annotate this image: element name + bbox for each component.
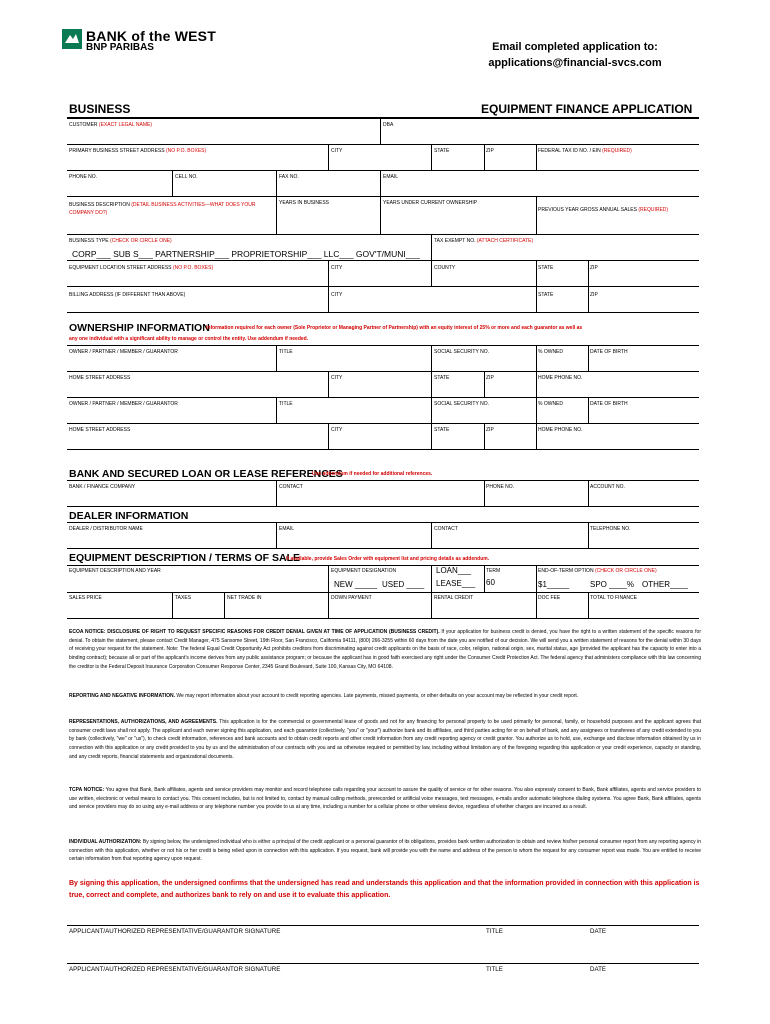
owner-title-label-2: TITLE [279, 401, 293, 407]
consent-statement: By signing this application, the undersigned confirms that the undersigned has read and understands this application and that the information provided in connection with this application is true, correct and complete, and authorizes bank to rely on and use it to evaluate this application. [69, 880, 700, 899]
owner-zip-label-2: ZIP [486, 427, 494, 433]
dealer-phone-label: TELEPHONE NO. [590, 526, 631, 532]
ssn-label-2: SOCIAL SECURITY NO. [434, 401, 490, 407]
signature-field-2[interactable] [67, 943, 467, 963]
years-business-label: YEARS IN BUSINESS [279, 200, 330, 206]
ecoa-notice: ECOA NOTICE: DISCLOSURE OF RIGHT TO REQUEST SPECIFIC REASONS FOR CREDIT DENIAL GIVEN AT TIME OF APPLICATION (BUSINESS CREDIT). If your application for business credit is denied, you have the right to a written statement of the specific reasons for denial. To obtain the statement, please contact Credit Manager, 475 Sansome Street, 19th Floor, San Francisco, California 94111, (800) 266-3255 within 60 days from the date you are notified of our decision. We will send you a written statement of reasons for the denial within 30 days of receiving your request for the statement. Note: The federal Equal Credit Opportunity Act prohibits creditors from discriminating against credit applicants on the basis of race, color, religion, national origin, sex, marital status, age (provided the applicant has the capacity to enter into a binding contract); because all or part of the applicant's income derives from any public assistance program; or because the applicant has in good faith exercised any right under the Consumer Credit Protection Act. The federal agency that administers compliance with this law concerning the creditor is the Federal Deposit Insurance Corporation Consumer Response Center, 2345 Grand Boulevard, Suite 100, Kansas City, MO 64108. [69, 629, 701, 670]
individual-authorization: INDIVIDUAL AUTHORIZATION: By signing below, the undersigned individual who is either a principal of the credit applicant or a personal guarantor of its obligations, provides bank written authorization to obtain and review his/her personal consumer report from any reporting agency in connection with this application, whether or not his or her credit is being relied upon in connection with this application. If you request, bank will provide you with the name and address of the person to whom the request for any consumer report was made. You are entitled to receive certain information from that reporting agency upon request. [69, 839, 701, 863]
trade-in-label: NET TRADE IN [227, 595, 262, 601]
business-type-options[interactable]: CORP___ SUB S___ PARTNERSHIP___ PROPRIETORSHIP___ LLC___ GOV'T/MUNI___ [72, 249, 420, 259]
phone-label: PHONE NO. [69, 174, 98, 180]
email-line-1: Email completed application to: [492, 41, 658, 53]
street-label: PRIMARY BUSINESS STREET ADDRESS (NO P.O. BOXES) [69, 148, 207, 154]
location-zip-label: ZIP [590, 265, 598, 271]
location-city-label: CITY [331, 265, 343, 271]
owner-title-label-1: TITLE [279, 349, 293, 355]
equipment-designation-label: EQUIPMENT DESIGNATION [331, 568, 397, 574]
signature-title-label-1: TITLE [486, 928, 503, 935]
dob-label-2: DATE OF BIRTH [590, 401, 628, 407]
home-phone-label-2: HOME PHONE NO. [538, 427, 583, 433]
city-label: CITY [331, 148, 343, 154]
billing-zip-label: ZIP [590, 292, 598, 298]
dealer-email-label: EMAIL [279, 526, 295, 532]
equipment-note: If available, provide Sales Order with equipment list and pricing details as addendum. [286, 556, 490, 562]
fed-tax-label: FEDERAL TAX ID NO. / EIN (REQUIRED) [538, 148, 632, 154]
signature-label-1: APPLICANT/AUTHORIZED REPRESENTATIVE/GUARANTOR SIGNATURE [69, 928, 281, 935]
email-line-2[interactable]: applications@financial-svcs.com [488, 57, 662, 69]
tax-exempt-label: TAX EXEMPT NO. (ATTACH CERTIFICATE) [434, 238, 534, 244]
taxes-label: TAXES [175, 595, 192, 601]
loan-option[interactable]: LOAN___ [436, 566, 472, 575]
ownership-note-1: Information required for each owner (Sole Proprietor or Managing Partner of Partnership) with an equity interest of 25% or more and each guarantor as well as [206, 325, 583, 331]
bank-references-title: BANK AND SECURED LOAN OR LEASE REFERENCES [69, 468, 343, 480]
tcpa-notice: TCPA NOTICE: You agree that Bank, Bank affiliates, agents and service providers may monitor and record telephone calls regarding your account to assure the quality of service or for other reasons. You also expressly consent to Bank, Bank affiliates, agents and service providers to use written, electronic or verbal means to contact you. This consent includes, but is not limited to, contact by manual calling methods, prerecorded or artificial voice messages, text messages, e-mails and/or automatic telephone dialing systems. You agree Bank, Bank affiliates, agents and service providers may do so using any e-mail address or any telephone number you provide to us at any time, including a number for a cellular phone or other wireless device, regardless of whether charges are incurred as a result. [69, 787, 701, 811]
prev-sales-label: PREVIOUS YEAR GROSS ANNUAL SALES (REQUIRED) [538, 207, 669, 213]
home-phone-label-1: HOME PHONE NO. [538, 375, 583, 381]
eot-label: END-OF-TERM OPTION (CHECK OR CIRCLE ONE) [538, 568, 657, 574]
equipment-title: EQUIPMENT DESCRIPTION / TERMS OF SALE [69, 552, 301, 564]
owner-label-1: OWNER / PARTNER / MEMBER / GUARANTOR [69, 349, 178, 355]
county-label: COUNTY [434, 265, 456, 271]
signature-date-label-1: DATE [590, 928, 607, 935]
dob-label-1: DATE OF BIRTH [590, 349, 628, 355]
signature-date-label-2: DATE [590, 966, 607, 973]
eot-one-dollar-option[interactable]: $1_____ [538, 580, 570, 589]
bank-company-label: BANK / FINANCE COMPANY [69, 484, 136, 490]
business-title: BUSINESS [69, 102, 131, 116]
equipment-description-label: EQUIPMENT DESCRIPTION AND YEAR [69, 568, 161, 574]
owner-city-label-2: CITY [331, 427, 343, 433]
bank-logo-icon [62, 29, 82, 49]
home-address-label-1: HOME STREET ADDRESS [69, 375, 131, 381]
billing-city-label: CITY [331, 292, 343, 298]
signature-label-2: APPLICANT/AUTHORIZED REPRESENTATIVE/GUARANTOR SIGNATURE [69, 966, 281, 973]
lease-option[interactable]: LEASE___ [436, 579, 476, 588]
eot-other-option[interactable]: OTHER____ [642, 580, 688, 589]
bank-phone-label: PHONE NO. [486, 484, 515, 490]
signature-title-label-2: TITLE [486, 966, 503, 973]
term-label: TERM [486, 568, 501, 574]
ownership-note-2: any one individual with a significant ability to manage or control the entity. Use addendum if needed. [69, 336, 309, 342]
pct-owned-label-1: % OWNED [538, 349, 563, 355]
application-title: EQUIPMENT FINANCE APPLICATION [481, 102, 693, 116]
dealer-contact-label: CONTACT [434, 526, 458, 532]
sales-price-label: SALES PRICE [69, 595, 102, 601]
home-address-label-2: HOME STREET ADDRESS [69, 427, 131, 433]
billing-label: BILLING ADDRESS (IF DIFFERENT THAN ABOVE) [69, 292, 186, 298]
email-label: EMAIL [383, 174, 399, 180]
equipment-location-label: EQUIPMENT LOCATION STREET ADDRESS (NO P.O. BOXES) [69, 265, 214, 271]
rental-credit-label: RENTAL CREDIT [434, 595, 474, 601]
owner-label-2: OWNER / PARTNER / MEMBER / GUARANTOR [69, 401, 178, 407]
ssn-label-1: SOCIAL SECURITY NO. [434, 349, 490, 355]
dba-label: DBA [383, 122, 394, 128]
location-state-label: STATE [538, 265, 554, 271]
billing-state-label: STATE [538, 292, 554, 298]
state-label: STATE [434, 148, 450, 154]
bank-contact-label: CONTACT [279, 484, 303, 490]
ownership-title: OWNERSHIP INFORMATION [69, 322, 210, 334]
down-payment-label: DOWN PAYMENT [331, 595, 372, 601]
fax-label: FAX NO. [279, 174, 299, 180]
owner-state-label-2: STATE [434, 427, 450, 433]
description-label: BUSINESS DESCRIPTION (DETAIL BUSINESS ACTIVITIES—WHAT DOES YOUR COMPANY DO?) [69, 202, 256, 216]
customer-label: CUSTOMER (EXACT LEGAL NAME) [69, 122, 152, 128]
representations-notice: REPRESENTATIONS, AUTHORIZATIONS, AND AGREEMENTS. This application is for the commercial or governmental lease of goods and not for any financing for personal property to be used primarily for personal, family, or household purposes and the applicant agrees that consumer credit laws shall not apply. The applicant and each owner signing this application, and each guarantor (collectively, "you" or "your") authorize bank and its affiliates, and third parties acting for or on behalf of bank, and any assignees or transferees of any credit extended to you by bank (collectively, "we" or "us"), to check credit information, references and bank accounts and to obtain credit reports and other credit information from any credit reporting agency or credit grantor. You authorize us to hold, use, exchange and disclose information obtained by us in connection with this application or any credit provided to you by us and the administration of our contracts with you and as otherwise required or permitted by law, including without limitation any of the foregoing regarding this application or your credit experience, capacity or standing, and any credit reports, financial statements and organizational documents. [69, 719, 702, 760]
pct-owned-label-2: % OWNED [538, 401, 563, 407]
bank-name: BANK of the WEST [86, 28, 216, 44]
doc-fee-label: DOC FEE [538, 595, 561, 601]
dealer-title: DEALER INFORMATION [69, 510, 189, 522]
owner-zip-label-1: ZIP [486, 375, 494, 381]
reporting-notice: REPORTING AND NEGATIVE INFORMATION. We may report information about your account to credit reporting agencies. Late payments, missed payments, or other defaults on your account may be reflected in your credit report. [69, 693, 579, 699]
owner-state-label-1: STATE [434, 375, 450, 381]
business-type-label: BUSINESS TYPE (CHECK OR CIRCLE ONE) [69, 238, 172, 244]
new-option[interactable]: NEW _____ [334, 580, 378, 589]
term-value[interactable]: 60 [486, 578, 495, 587]
signature-field-1[interactable] [67, 905, 467, 925]
bank-account-label: ACCOUNT NO. [590, 484, 625, 490]
dealer-name-label: DEALER / DISTRIBUTOR NAME [69, 526, 143, 532]
bank-references-note: Use addendum if needed for additional references. [312, 471, 433, 477]
years-ownership-label: YEARS UNDER CURRENT OWNERSHIP [383, 200, 478, 206]
cell-label: CELL NO. [175, 174, 198, 180]
total-finance-label: TOTAL TO FINANCE [590, 595, 637, 601]
zip-label: ZIP [486, 148, 494, 154]
eot-spo-option[interactable]: SPO ____% [590, 580, 635, 589]
used-option[interactable]: USED ____ [382, 580, 425, 589]
email-instructions [455, 39, 695, 71]
owner-city-label-1: CITY [331, 375, 343, 381]
bank-subtitle: BNP PARIBAS [86, 42, 154, 53]
